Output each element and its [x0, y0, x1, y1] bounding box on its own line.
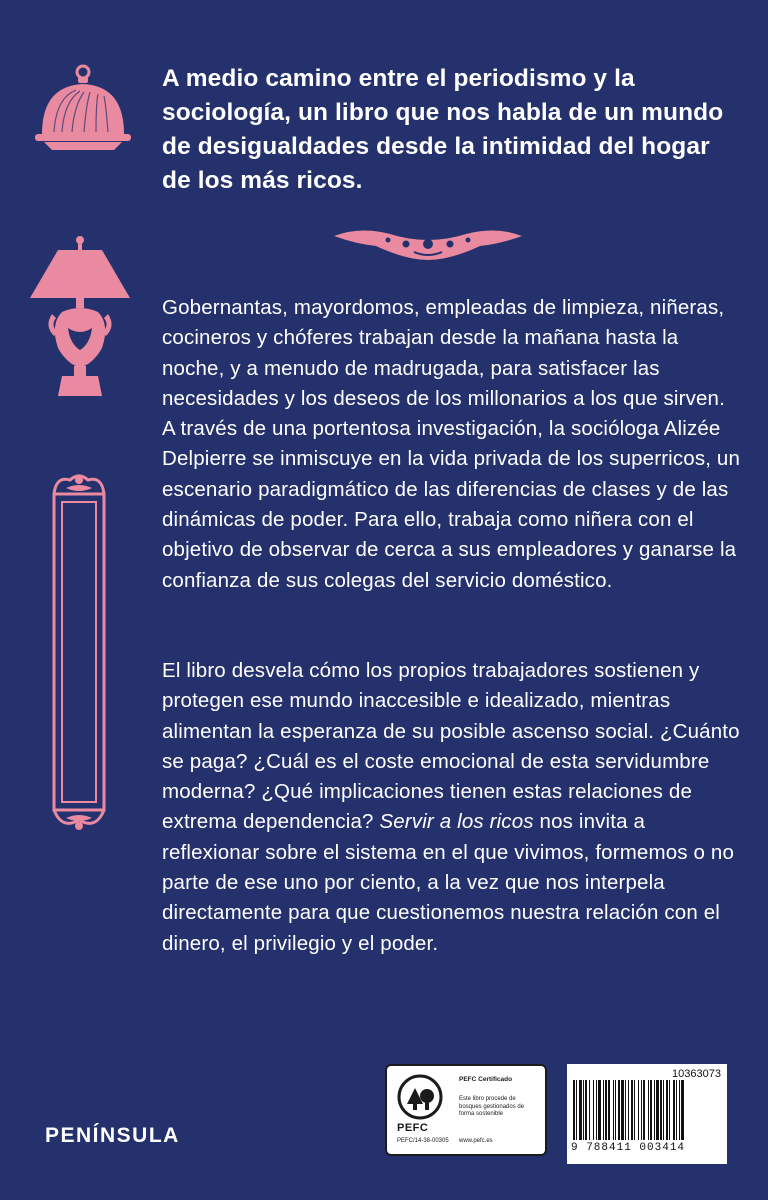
barcode-bar — [628, 1080, 629, 1140]
barcode-bar — [679, 1080, 680, 1140]
barcode-bar — [593, 1080, 594, 1140]
barcode-bar — [650, 1080, 652, 1140]
barcode-bar — [654, 1080, 655, 1140]
barcode-bar — [618, 1080, 620, 1140]
barcode-bar — [608, 1080, 610, 1140]
barcode-bar — [656, 1080, 659, 1140]
publisher-logo: PENÍNSULA — [45, 1124, 180, 1147]
barcode-bar — [589, 1080, 590, 1140]
barcode-bar — [625, 1080, 626, 1140]
barcode-bar — [641, 1080, 642, 1140]
barcode-bar — [634, 1080, 635, 1140]
pefc-tree-icon — [397, 1074, 443, 1120]
isbn-barcode — [567, 1064, 727, 1164]
mirror-frame-icon — [48, 470, 110, 840]
barcode-bars — [571, 1080, 723, 1142]
product-code: 10363073 — [672, 1068, 721, 1080]
barcode-bar — [573, 1080, 575, 1140]
synopsis-paragraph-1: Gobernantas, mayordomos, empleadas de limpieza, niñeras, cocineros y chóferes trabajan desde la mañana hasta la noche, y a menudo de madrugada, para satisfacer las necesidades y los deseos de los millonarios a los que sirven. A través de una portentosa investigación, la socióloga Alizée Delpierre se inmiscuye en la vida privada de los superricos, un escenario paradigmático de las diferencias de clases y de las dinámicas de poder. Para ello, trabaja como niñera con el objetivo de observar de cerca a sus empleadores y ganarse la confianza de sus colegas del servicio doméstico. — [162, 296, 741, 592]
barcode-bar — [613, 1080, 614, 1140]
barcode-bar — [596, 1080, 597, 1140]
barcode-bar — [663, 1080, 664, 1140]
barcode-bar — [638, 1080, 639, 1140]
barcode-bar — [583, 1080, 584, 1140]
barcode-bar — [669, 1080, 670, 1140]
barcode-bar — [666, 1080, 668, 1140]
paragraph-2-tail: nos invita a reflexionar sobre el sistema en el que vivimos, formemos o no parte de ese uno por ciento, a la vez que nos interpela directamente para que cuestionemos nuestra relación con el dinero, el privilegio y el poder. — [162, 810, 735, 955]
barcode-bar — [598, 1080, 601, 1140]
pefc-code: PEFC/14-38-00305 — [397, 1138, 449, 1144]
barcode-bar — [576, 1080, 577, 1140]
barcode-bar — [605, 1080, 607, 1140]
paragraph-2-lead: El libro desvela cómo los propios trabajadores sostienen y protegen ese mundo inaccesible e idealizado, mientras alimentan la esperanza de su posible ascenso social. ¿Cuánto se paga? ¿Cuál es el coste emocional de esta servidumbre moderna? ¿Qué implicaciones tienen estas relaciones de extrema dependencia? — [162, 659, 740, 834]
synopsis-paragraph-2 — [162, 656, 742, 959]
scroll-ornament-icon — [330, 216, 526, 266]
pefc-certification — [385, 1064, 547, 1156]
pefc-text: Este libro procede de bosques gestionados de forma sostenible — [459, 1096, 525, 1117]
book-title: Servir a los ricos — [379, 810, 534, 834]
barcode-bar — [660, 1080, 662, 1140]
barcode-bar — [676, 1080, 677, 1140]
pefc-url: www.pefc.es — [459, 1138, 493, 1144]
table-lamp-icon — [28, 232, 134, 402]
tagline: A medio camino entre el periodismo y la sociología, un libro que nos habla de un mundo de desigualdades desde la intimidad del hogar de los más ricos. — [162, 65, 724, 194]
barcode-bar — [621, 1080, 624, 1140]
barcode-bar — [615, 1080, 616, 1140]
barcode-bar — [673, 1080, 675, 1140]
barcode-bar — [631, 1080, 633, 1140]
barcode-bar — [681, 1080, 684, 1140]
barcode-bar — [585, 1080, 587, 1140]
isbn-digits: 9 788411 003414 — [571, 1142, 686, 1154]
pefc-name: PEFC — [397, 1122, 429, 1134]
barcode-bar — [603, 1080, 604, 1140]
pefc-title: PEFC Certificado — [459, 1076, 513, 1083]
cloche-icon — [32, 62, 134, 160]
barcode-bar — [579, 1080, 582, 1140]
barcode-bar — [643, 1080, 645, 1140]
barcode-bar — [648, 1080, 649, 1140]
